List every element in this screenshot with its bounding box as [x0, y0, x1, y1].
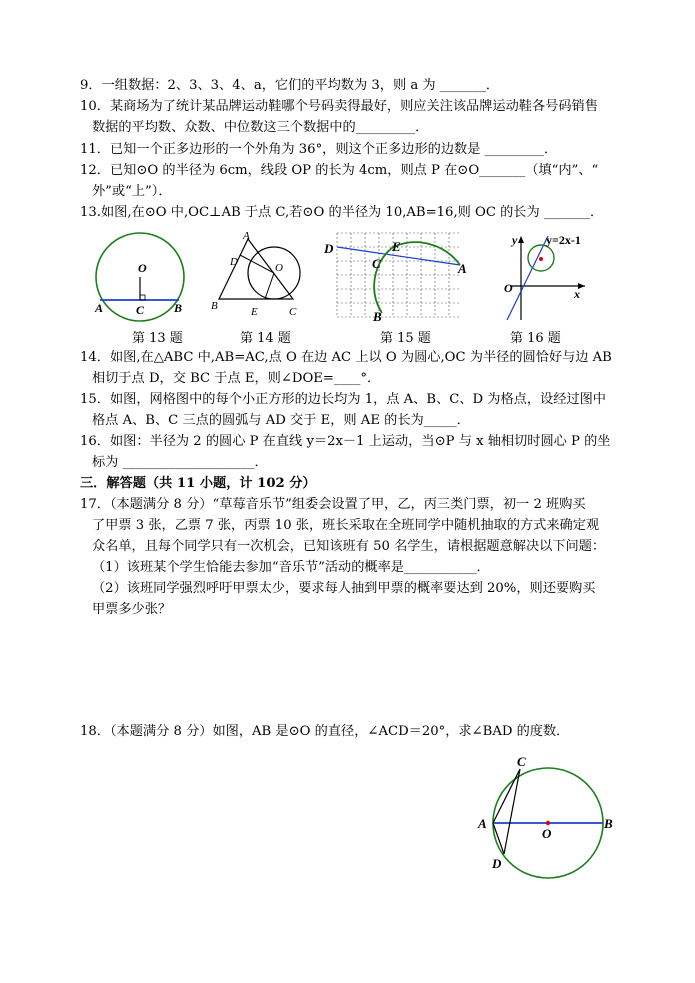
question-17-part-2: （2）该班同学强烈呼吁甲票太少，要求每人抽到甲票的概率要达到 20%，则还要购买 [92, 581, 596, 596]
fig14-label-o: O [275, 262, 283, 274]
question-14: 14．如图,在△ABC 中,AB=AC,点 O 在边 AC 上以 O 为圆心,OC 为半径的圆恰好与边 AB [80, 350, 612, 365]
figure-14 [205, 225, 315, 320]
fig18-label-o: O [542, 826, 552, 841]
fig15-label-d: D [324, 241, 334, 256]
question-10: 10．某商场为了统计某品牌运动鞋哪个号码卖得最好，则应关注该品牌运动鞋各号码销售 [80, 99, 598, 114]
question-13: 13.如图,在⊙O 中,OC⊥AB 于点 C,若⊙O 的半径为 10,AB=16,则 OC 的长为 _______． [80, 205, 604, 220]
section-3-heading: 三．解答题（共 11 小题，计 102 分） [80, 476, 316, 491]
fig15-label-e: E [392, 239, 401, 254]
caption-fig16: 第 16 题 [510, 331, 561, 346]
fig16-label-o: O [504, 281, 513, 295]
caption-fig13: 第 13 题 [132, 331, 183, 346]
fig16-label-x: x [574, 287, 580, 301]
question-12-cont: 外”或“上”）． [92, 184, 172, 199]
fig16-label-equation: y=2x-1 [546, 233, 581, 247]
fig15-label-b: B [373, 309, 382, 324]
question-14-cont: 相切于点 D，交 BC 于点 E，则∠DOE=____°． [92, 371, 381, 386]
figure-15 [320, 225, 480, 325]
fig13-label-c: C [136, 303, 145, 317]
caption-fig15: 第 15 题 [380, 331, 431, 346]
fig13-label-o: O [138, 261, 147, 275]
question-17-part-1: （1）该班某个学生恰能去参加“音乐节”活动的概率是___________． [92, 560, 490, 575]
question-16-cont: 标为 ____________________． [92, 455, 268, 470]
fig18-label-b: B [604, 816, 613, 831]
figure-13 [90, 232, 190, 327]
question-15-cont: 格点 A、B、C 三点的圆弧与 AD 交于 E，则 AE 的长为_____． [92, 413, 470, 428]
question-17: 17．（本题满分 8 分）“草莓音乐节”组委会设置了甲，乙，丙三类门票，初一 2 班购买 [80, 497, 586, 512]
question-17-cont-1: 了甲票 3 张，乙票 7 张，丙票 10 张，班长采取在全班同学中随机抽取的方式来确定观 [92, 518, 600, 533]
question-17-part-2-cont: 甲票多少张？ [92, 602, 172, 617]
question-16: 16．如图：半径为 2 的圆心 P 在直线 y＝2x－1 上运动，当⊙P 与 x 轴相切时圆心 P 的坐 [80, 434, 611, 449]
question-18: 18．（本题满分 8 分）如图，AB 是⊙O 的直径，∠ACD＝20°，求∠BAD 的度数． [80, 724, 570, 739]
question-10-cont: 数据的平均数、众数、中位数这三个数据中的_________． [92, 120, 429, 135]
question-15: 15．如图，网格图中的每个小正方形的边长均为 1，点 A、B、C、D 为格点，设经过图中 [80, 392, 606, 407]
fig14-label-b: B [211, 300, 218, 312]
fig14-label-a: A [243, 230, 250, 242]
question-12: 12．已知⊙O 的半径为 6cm，线段 OP 的长为 4cm，则点 P 在⊙O_______（填“内”、“ [80, 163, 599, 178]
fig14-label-e: E [251, 306, 258, 318]
figure-16 [490, 228, 590, 323]
fig14-label-c: C [289, 306, 297, 318]
caption-fig14: 第 14 题 [240, 331, 291, 346]
fig16-label-y: y [512, 233, 518, 247]
fig13-label-b: B [174, 301, 183, 315]
fig15-label-a: A [458, 261, 467, 276]
fig18-label-a: A [478, 816, 487, 831]
figure-18 [470, 752, 630, 882]
fig18-label-d: D [492, 856, 502, 871]
fig15-label-c: C [372, 256, 381, 271]
fig14-label-d: D [230, 256, 238, 268]
question-9: 9．一组数据：2、3、3、4、a，它们的平均数为 3，则 a 为 _______． [80, 78, 500, 93]
fig13-label-a: A [95, 301, 104, 315]
fig18-label-c: C [517, 754, 526, 769]
question-17-cont-2: 众名单，且每个同学只有一次机会，已知该班有 50 名学生，请根据题意解决以下问题： [92, 539, 606, 554]
question-11: 11．已知一个正多边形的一个外角为 36°，则这个正多边形的边数是 _________． [80, 142, 558, 157]
